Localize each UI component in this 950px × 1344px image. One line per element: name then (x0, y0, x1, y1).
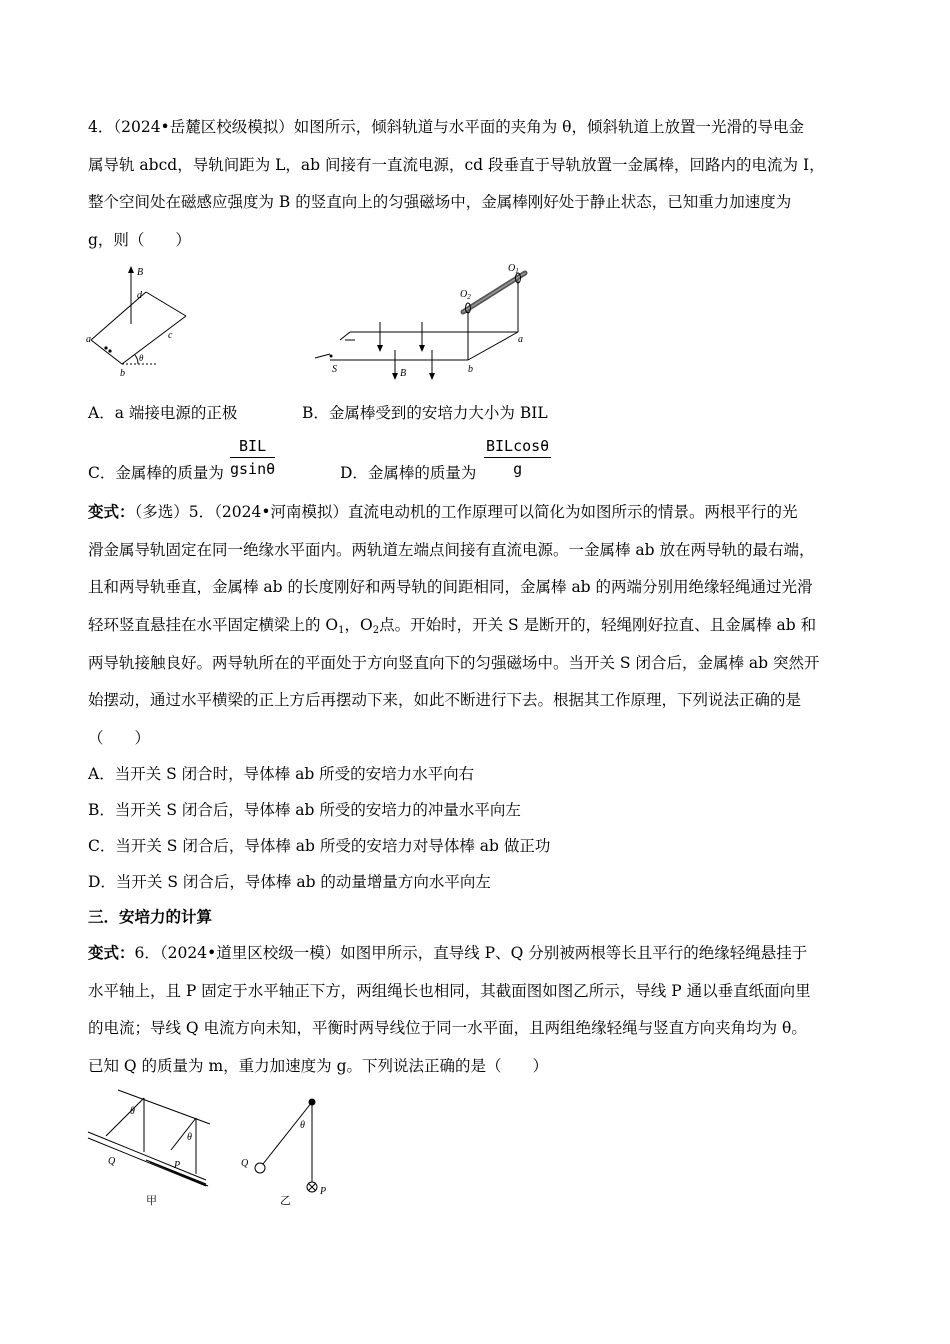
q5-option-b: B．当开关 S 闭合后，导体棒 ab 所受的安培力的冲量水平向左 (88, 801, 521, 819)
q4-option-d-prefix: D．金属棒的质量为 (340, 464, 477, 482)
q4-figure-inclined-rails (86, 266, 196, 381)
q4-option-c-fraction (230, 437, 275, 478)
fig-jia-caption: 甲 (146, 1195, 157, 1207)
fig2-label-a: a (518, 334, 523, 345)
fig2-label-O2: $O_2$ (460, 289, 471, 301)
q5-line-3: 且和两导轨垂直，金属棒 ab 的长度刚好和两导轨的间距相同，金属棒 ab 的两端分别用绝缘轻绳通过光滑 (88, 578, 813, 596)
q5-option-a: A．当开关 S 闭合时，导体棒 ab 所受的安培力水平向右 (88, 765, 475, 783)
fig1-label-theta: θ (139, 353, 144, 363)
q5-line-2: 滑金属导轨固定在同一绝缘水平面内。两轨道左端点间接有直流电源。一金属棒 ab 放在两导轨的最右端， (88, 541, 815, 559)
q5-lead: 变式： (88, 503, 135, 521)
q6-line-2: 水平轴上，且 P 固定于水平轴正下方，两组绳长也相同，其截面图如图乙所示，导线 P 通以垂直纸面向里 (88, 982, 811, 1000)
fig2-label-O1: $O_1$ (508, 263, 519, 275)
section-heading: 三．安培力的计算 (88, 908, 213, 926)
fig1-label-B: B (137, 267, 144, 278)
fig-jia-label-P: P (174, 1160, 181, 1171)
fig2-label-b: b (468, 364, 473, 375)
q5-figure-motor-rails (310, 260, 540, 382)
q4-option-d-denominator: g (513, 460, 523, 478)
fig-jia-label-Q: Q (108, 1156, 116, 1167)
q6-lead: 变式： (88, 944, 135, 962)
q4-line-3: 整个空间处在磁感应强度为 B 的竖直向上的匀强磁场中，金属棒刚好处于静止状态，已知重力加速度为 (88, 193, 792, 211)
fig-jia-theta-1: θ (130, 1106, 135, 1117)
fig-yi-label-Q: Q (241, 1158, 249, 1169)
fig-yi-caption: 乙 (280, 1195, 291, 1207)
q4-line-1: 4．（2024•岳麓区校级模拟）如图所示，倾斜轨道与水平面的夹角为 θ，倾斜轨道上放置一光滑的导电金 (88, 118, 804, 136)
q5-option-c: C．当开关 S 闭合后，导体棒 ab 所受的安培力对导体棒 ab 做正功 (88, 837, 551, 855)
q6-line-4: 已知 Q 的质量为 m，重力加速度为 g。下列说法正确的是（ ） (88, 1057, 549, 1075)
q5-line-6: 始摆动，通过水平横梁的正上方后再摆动下来，如此不断进行下去。根据其工作原理，下列说法正确的是 (88, 691, 802, 709)
q4-option-a: A．a 端接电源的正极 (88, 404, 238, 422)
q4-option-d-fraction (484, 437, 551, 478)
fig1-label-b: b (120, 368, 125, 379)
q6-line-3: 的电流；导线 Q 电流方向未知，平衡时两导线位于同一水平面，且两组绝缘轻绳与竖直方向夹角均为 θ。 (88, 1019, 807, 1037)
q5-line-4: 轻环竖直悬挂在水平固定横梁上的 $O_1$，$O_2$点。开始时，开关 S 是断开的，轻绳刚好拉直、且金属棒 ab 和 (88, 616, 817, 636)
q5-line-5: 两导轨接触良好。两导轨所在的平面处于方向竖直向下的匀强磁场中。当开关 S 闭合后，金属棒 ab 突然开 (88, 654, 820, 672)
fig1-label-c: c (168, 330, 173, 341)
q4-option-c-denominator: gsinθ (230, 460, 276, 478)
q4-line-4: g，则（ ） (88, 231, 191, 249)
q4-option-b: B．金属棒受到的安培力大小为 BIL (302, 404, 548, 422)
q4-option-c-prefix: C．金属棒的质量为 (88, 464, 224, 482)
q5-line-7: （ ） (88, 729, 151, 747)
fig2-label-B: B (400, 368, 407, 379)
fig-yi-label-P: P (320, 1186, 327, 1197)
q4-option-d-numerator: BILcosθ (484, 437, 551, 458)
fig-jia-theta-2: θ (187, 1132, 192, 1143)
q6-figure-jia (86, 1088, 212, 1210)
fig1-label-a: a (86, 334, 91, 345)
q6-line-1: 变式：6．（2024•道里区校级一模）如图甲所示，直导线 P、Q 分别被两根等长且平行的绝缘轻绳悬挂于 (88, 944, 808, 962)
q4-option-c-numerator: BIL (230, 437, 275, 458)
q5-option-d: D．当开关 S 闭合后，导体棒 ab 的动量增量方向水平向左 (88, 873, 491, 891)
q5-line-1: 变式：（多选）5．（2024•河南模拟）直流电动机的工作原理可以简化为如图所示的情景。两根平行的光 (88, 503, 798, 521)
fig-yi-theta: θ (300, 1120, 305, 1131)
q4-line-2: 属导轨 abcd，导轨间距为 L，ab 间接有一直流电源，cd 段垂直于导轨放置一金属棒，回路内的电流为 I， (88, 156, 825, 174)
fig2-label-S: S (332, 364, 337, 375)
q6-figure-yi (236, 1094, 342, 1210)
fig1-label-d: d (137, 290, 142, 301)
